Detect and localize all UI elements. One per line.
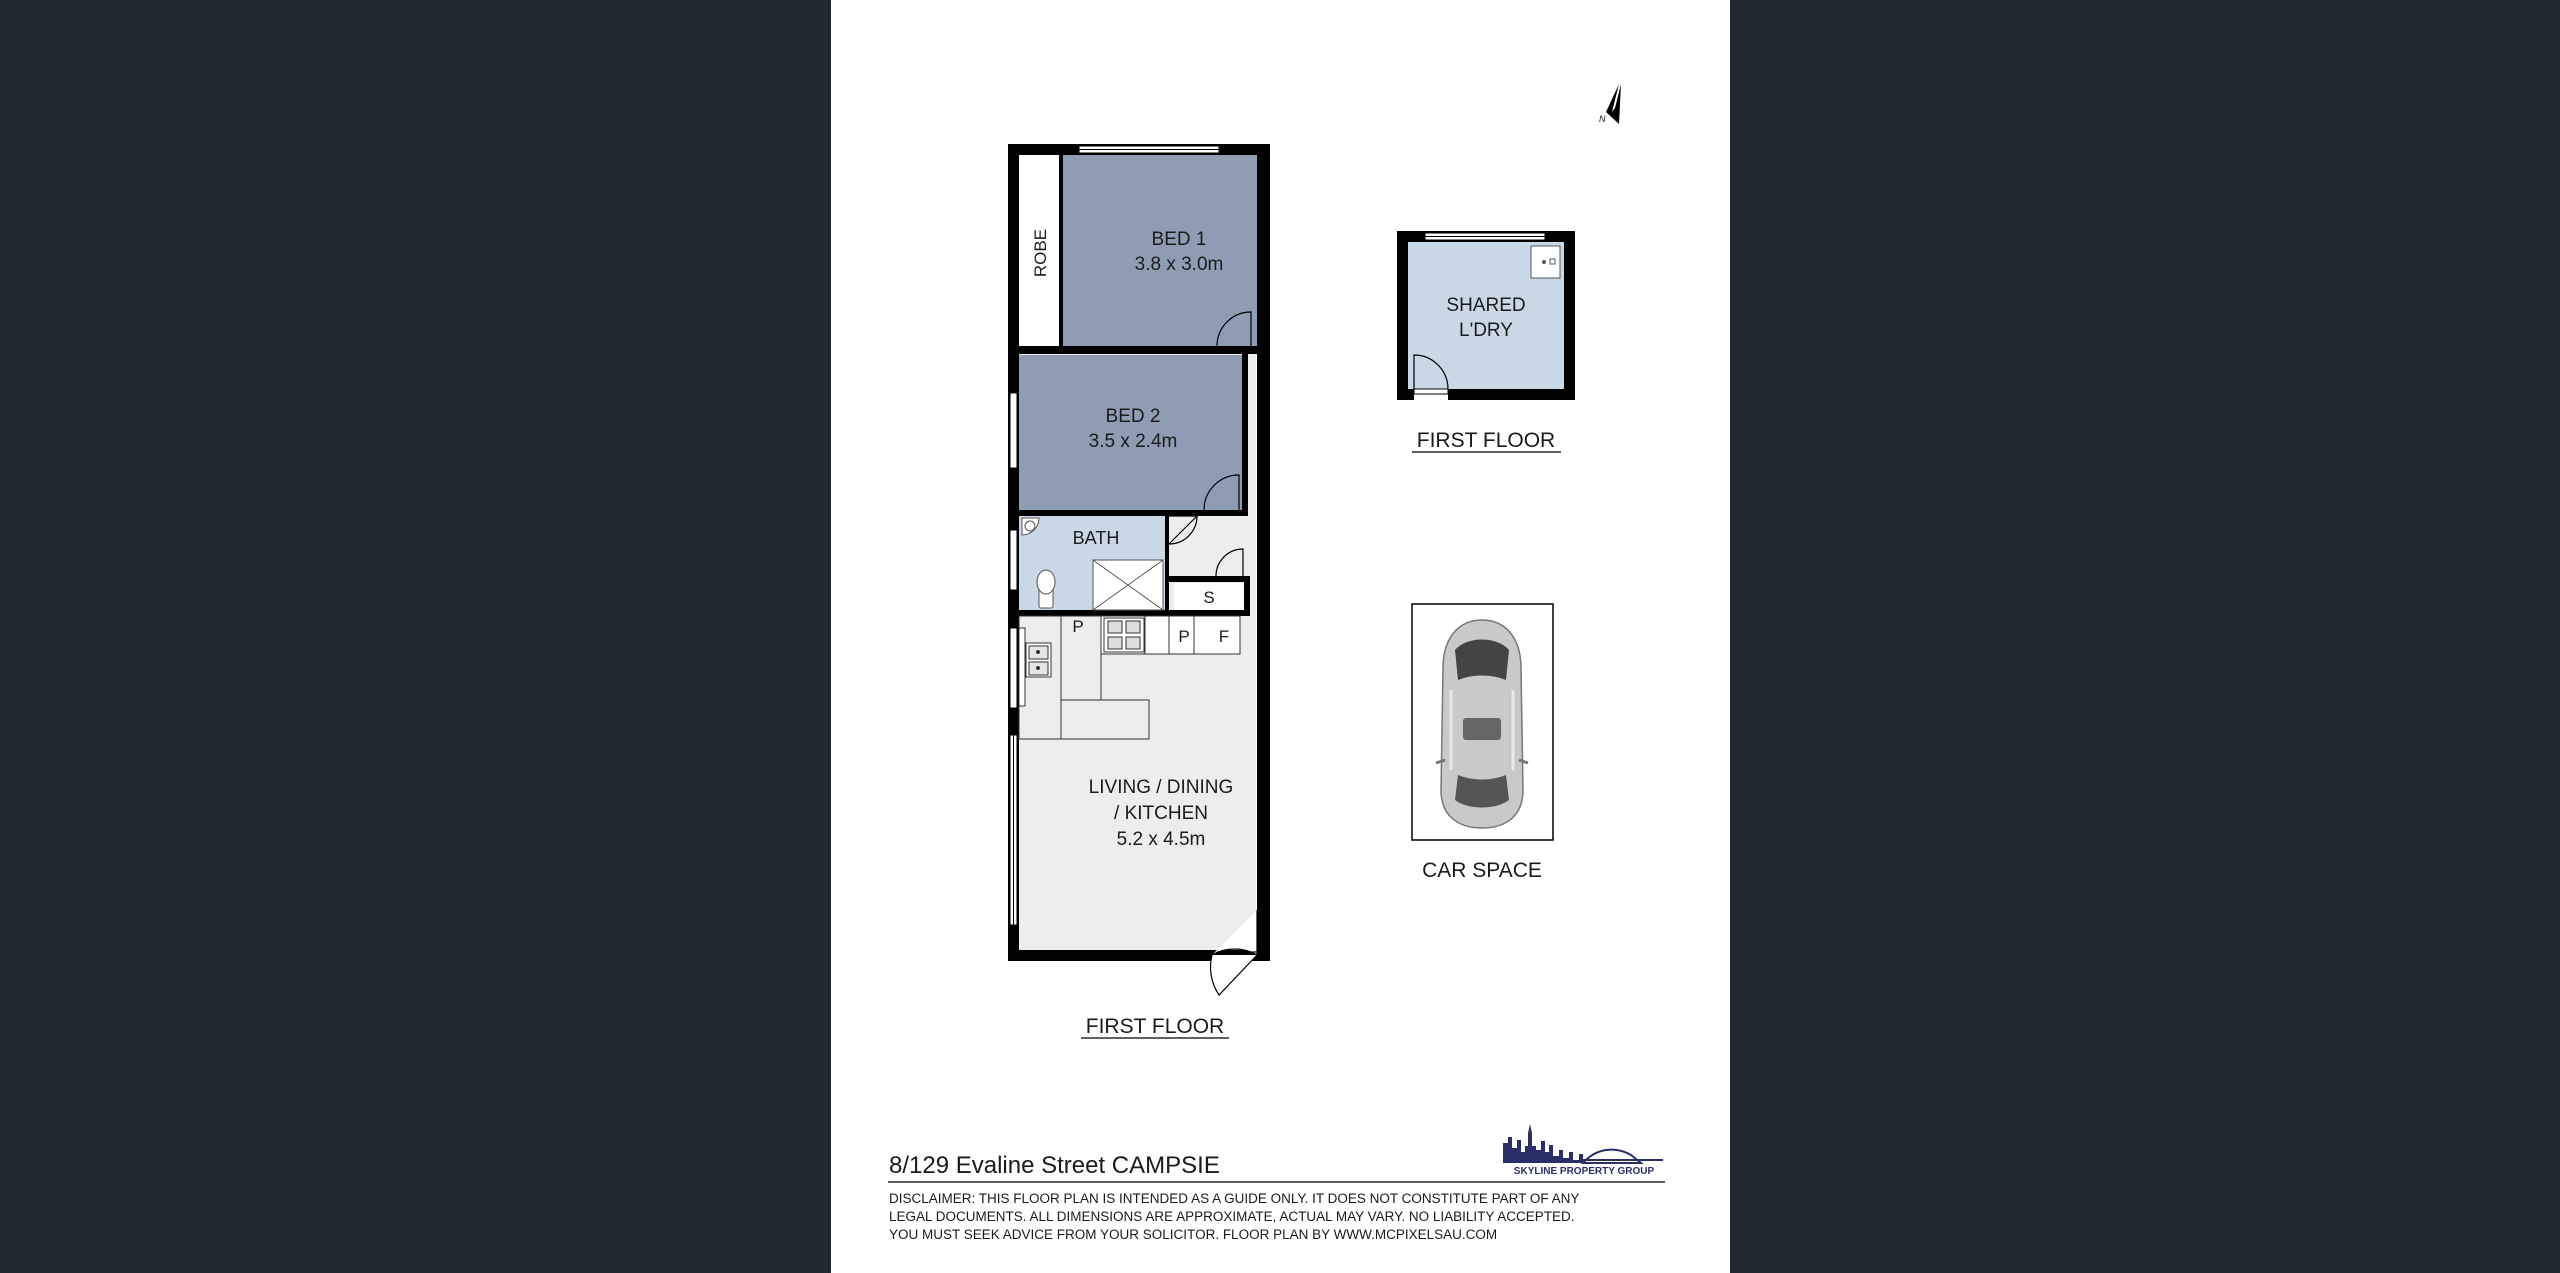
- living-size: 5.2 x 4.5m: [1116, 829, 1206, 850]
- north-arrow-icon: [1606, 84, 1621, 124]
- laundry-line1: SHARED: [1446, 295, 1526, 316]
- car-icon: [1436, 620, 1528, 828]
- north-label: N: [1599, 114, 1606, 124]
- floor-plan-sheet: [831, 0, 1730, 1273]
- laundry-line2: L'DRY: [1459, 320, 1513, 341]
- bed2-name: BED 2: [1105, 406, 1161, 427]
- property-address: 8/129 Evaline Street CAMPSIE: [889, 1152, 1220, 1179]
- fridge-label: F: [1218, 627, 1230, 646]
- bed2-size: 3.5 x 2.4m: [1088, 431, 1178, 452]
- floor-plan-drawing: [831, 0, 1730, 1273]
- bed1-name: BED 1: [1151, 229, 1207, 250]
- floor-label-laundry: FIRST FLOOR: [1416, 429, 1556, 452]
- robe-label: ROBE: [1031, 228, 1050, 278]
- living-line2: / KITCHEN: [1114, 803, 1208, 824]
- pantry2-label: P: [1178, 627, 1190, 646]
- pantry-label: P: [1072, 617, 1084, 636]
- living-line1: LIVING / DINING: [1088, 777, 1234, 798]
- car-space-label: CAR SPACE: [1422, 859, 1542, 882]
- store-label: S: [1203, 588, 1215, 607]
- disclaimer-line-1: DISCLAIMER: THIS FLOOR PLAN IS INTENDED AS A GUIDE ONLY. IT DOES NOT CONSTITUTE PART OF ANY: [889, 1191, 1580, 1206]
- disclaimer-line-2: LEGAL DOCUMENTS. ALL DIMENSIONS ARE APPROXIMATE, ACTUAL MAY VARY. NO LIABILITY ACCEPTED.: [889, 1209, 1575, 1224]
- bed1-size: 3.8 x 3.0m: [1134, 254, 1224, 275]
- disclaimer-line-3: YOU MUST SEEK ADVICE FROM YOUR SOLICITOR. FLOOR PLAN BY WWW.MCPIXELSAU.COM: [889, 1227, 1498, 1242]
- bath-label: BATH: [1072, 528, 1120, 548]
- skyline-logo: [1503, 1124, 1663, 1163]
- car-space: [1412, 604, 1553, 840]
- brand-name: SKYLINE PROPERTY GROUP: [1513, 1166, 1655, 1177]
- floor-label-main: FIRST FLOOR: [1085, 1015, 1225, 1038]
